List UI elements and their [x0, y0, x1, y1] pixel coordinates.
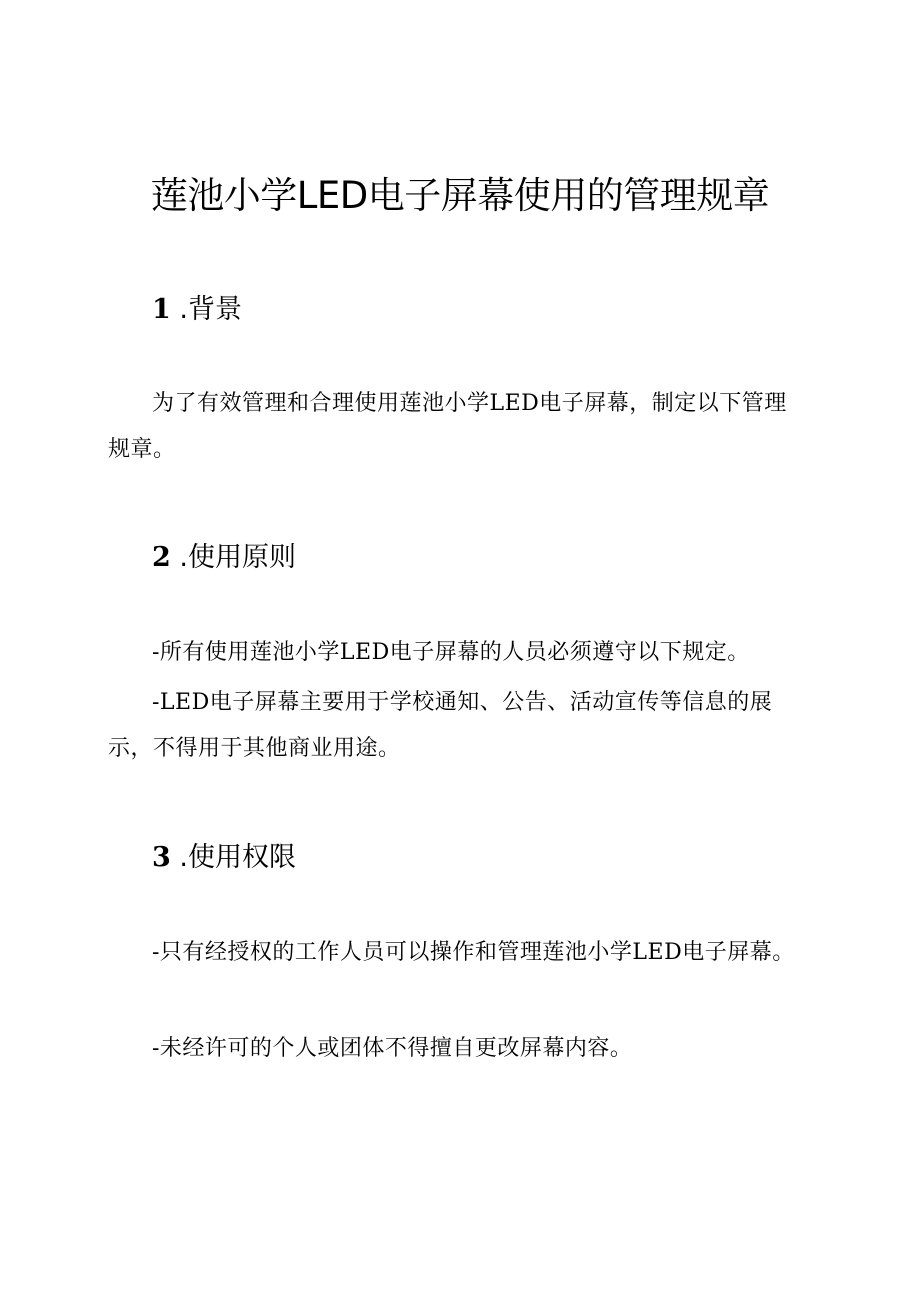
- paragraph-background: 为了有效管理和合理使用莲池小学LED电子屏幕，制定以下管理规章。: [108, 391, 787, 462]
- section-number: 1: [152, 294, 171, 325]
- paragraph-principle-1: -所有使用莲池小学LED电子屏幕的人员必须遵守以下规定。: [152, 640, 750, 665]
- paragraph-permission-1: -只有经授权的工作人员可以操作和管理莲池小学LED电子屏幕。: [152, 940, 795, 965]
- section-number: 2: [152, 542, 171, 573]
- section-heading-principles: [152, 538, 296, 578]
- section-title: .使用权限: [179, 842, 296, 873]
- section-title: .使用原则: [179, 542, 296, 573]
- document-title: 莲池小学LED电子屏幕使用的管理规章: [150, 174, 770, 217]
- section-title: .背景: [179, 294, 242, 325]
- paragraph-principle-2: -LED电子屏幕主要用于学校通知、公告、活动宣传等信息的展示，不得用于其他商业用途。: [108, 690, 773, 761]
- section-heading-permissions: [152, 838, 296, 878]
- section-heading-background: [152, 290, 242, 330]
- section-number: 3: [152, 842, 171, 873]
- paragraph-permission-2: -未经许可的个人或团体不得擅自更改屏幕内容。: [152, 1036, 633, 1061]
